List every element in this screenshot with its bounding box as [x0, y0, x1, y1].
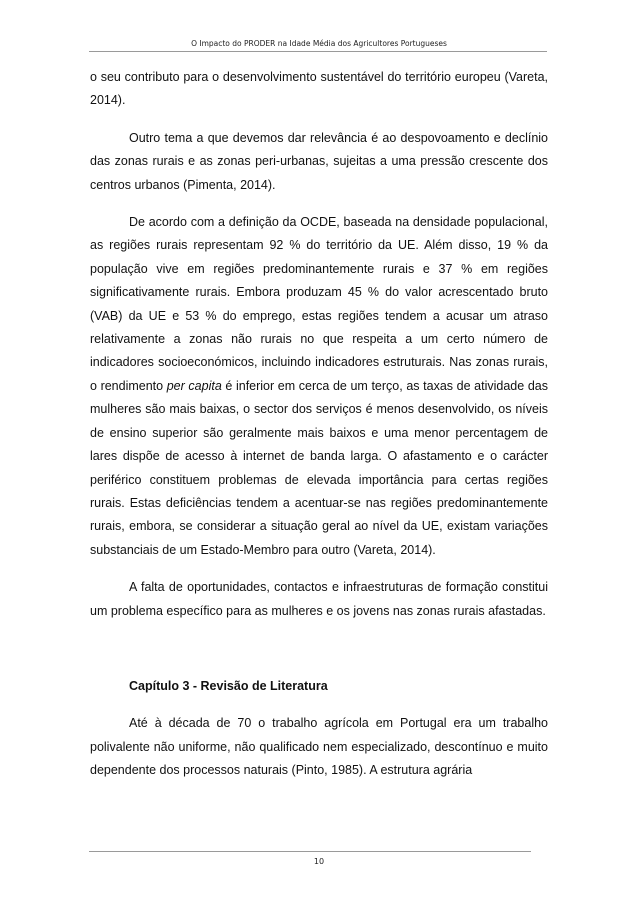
paragraph-depopulation: Outro tema a que devemos dar relevância é ao despovoamento e declínio das zonas rurais e as zonas peri-urbanas, sujeitas a uma pressão crescente dos centros urbanos (Pimenta, 2014). — [90, 130, 548, 192]
paragraph-continuation: o seu contributo para o desenvolvimento sustentável do território europeu (Vareta, 2014). — [90, 70, 548, 108]
page-body — [90, 66, 548, 783]
running-header: O Impacto do PRODER na Idade Média dos Agricultores Portugueses — [191, 39, 447, 48]
paragraph-agricultural-work: Até à década de 70 o trabalho agrícola em Portugal era um trabalho polivalente não uniforme, não qualificado nem especializado, descontínuo e muito dependente dos processos naturais (Pinto, 1985). A estrutura agrária — [90, 716, 548, 778]
paragraph-text-part: é inferior em cerca de um terço, as taxas de atividade das mulheres são mais baixas, o sector dos serviços é menos desenvolvido, os níveis de ensino superior são geralmente mais baixos e uma menor percentagem de lares dispõe de acesso à internet de banda larga. O afastamento e o carácter periférico constituem problemas de elevada importância para certas regiões rurais. Estas deficiências tendem a acentuar-se nas regiões predominantemente rurais, embora, se considerar a situação geral ao nível da UE, existam variações substanciais de um Estado-Membro para outro (Vareta, 2014). — [90, 378, 548, 557]
paragraph-lack-of-opportunities: A falta de oportunidades, contactos e infraestruturas de formação constitui um problema específico para as mulheres e os jovens nas zonas rurais afastadas. — [90, 580, 548, 618]
footer-divider — [89, 851, 531, 852]
paragraph-ocde-definition — [90, 211, 548, 562]
emphasis-per-capita: per capita — [166, 378, 222, 393]
paragraph-text-part: De acordo com a definição da OCDE, baseada na densidade populacional, as regiões rurais representam 92 % do território da UE. Além disso, 19 % da população vive em regiões predominantemente rurais e 37 % em regiões significativamente rurais. Embora produzam 45 % do valor acrescentado bruto (VAB) da UE e 53 % do emprego, estas regiões tendem a acusar um atraso relativamente a zonas não rurais no que respeita a um certo número de indicadores socioeconómicos, incluindo indicadores estruturais. Nas zonas rurais, o rendimento — [90, 215, 548, 393]
chapter-heading: Capítulo 3 - Revisão de Literatura — [129, 678, 328, 693]
page-number: 10 — [313, 857, 325, 866]
header-divider — [89, 51, 547, 52]
